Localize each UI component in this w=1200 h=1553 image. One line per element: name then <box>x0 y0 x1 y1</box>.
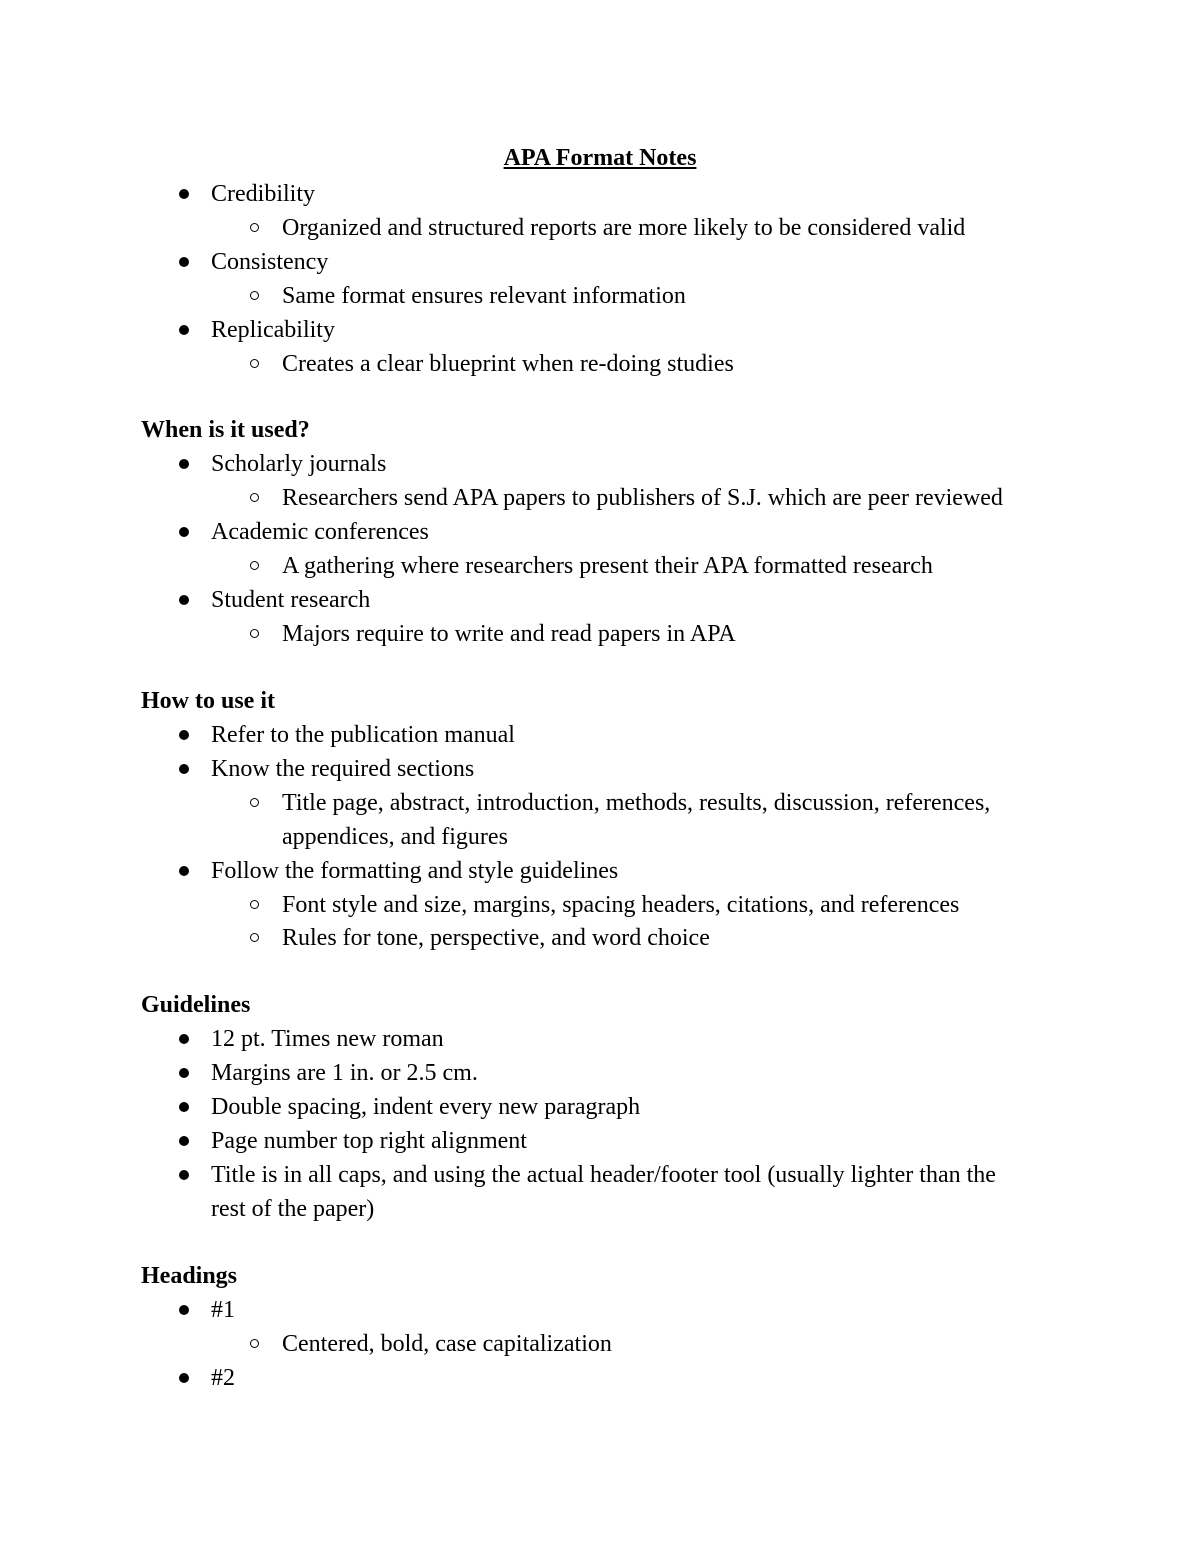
list-item: Title is in all caps, and using the actual header/footer tool (usually lighter than the <box>211 1162 996 1188</box>
bullet-icon <box>179 1373 189 1383</box>
sub-list-item: Same format ensures relevant information <box>282 283 686 309</box>
bullet-icon <box>179 257 189 267</box>
list-item: Academic conferences <box>211 519 429 545</box>
sub-list-item: Title page, abstract, introduction, methods, results, discussion, references, <box>282 790 991 816</box>
bullet-icon <box>179 189 189 199</box>
list-item: Credibility <box>211 181 315 207</box>
section-heading-when-used: When is it used? <box>141 417 310 443</box>
bullet-icon <box>179 595 189 605</box>
bullet-icon <box>179 459 189 469</box>
hollow-bullet-icon <box>250 223 259 232</box>
list-item: 12 pt. Times new roman <box>211 1026 444 1052</box>
bullet-icon <box>179 1068 189 1078</box>
bullet-icon <box>179 325 189 335</box>
sub-list-item: Font style and size, margins, spacing headers, citations, and references <box>282 892 960 918</box>
hollow-bullet-icon <box>250 359 259 368</box>
bullet-icon <box>179 866 189 876</box>
list-item: Refer to the publication manual <box>211 722 515 748</box>
sub-list-item-continuation: appendices, and figures <box>282 824 508 850</box>
hollow-bullet-icon <box>250 629 259 638</box>
bullet-icon <box>179 764 189 774</box>
bullet-icon <box>179 1170 189 1180</box>
list-item: Consistency <box>211 249 329 275</box>
list-item: Page number top right alignment <box>211 1128 527 1154</box>
sub-list-item: A gathering where researchers present their APA formatted research <box>282 553 933 579</box>
hollow-bullet-icon <box>250 798 259 807</box>
list-item: Scholarly journals <box>211 451 387 477</box>
hollow-bullet-icon <box>250 291 259 300</box>
list-item: Margins are 1 in. or 2.5 cm. <box>211 1060 478 1086</box>
section-heading-guidelines: Guidelines <box>141 992 251 1018</box>
list-item-continuation: rest of the paper) <box>211 1196 375 1222</box>
list-item: Know the required sections <box>211 756 475 782</box>
sub-list-item: Centered, bold, case capitalization <box>282 1331 612 1357</box>
hollow-bullet-icon <box>250 493 259 502</box>
sub-list-item: Majors require to write and read papers in APA <box>282 621 736 647</box>
hollow-bullet-icon <box>250 900 259 909</box>
bullet-icon <box>179 1034 189 1044</box>
hollow-bullet-icon <box>250 933 259 942</box>
section-heading-headings: Headings <box>141 1263 238 1289</box>
hollow-bullet-icon <box>250 1339 259 1348</box>
sub-list-item: Creates a clear blueprint when re-doing studies <box>282 351 734 377</box>
list-item: Double spacing, indent every new paragraph <box>211 1094 641 1120</box>
bullet-icon <box>179 730 189 740</box>
bullet-icon <box>179 1102 189 1112</box>
list-item: Follow the formatting and style guidelines <box>211 858 619 884</box>
bullet-icon <box>179 1136 189 1146</box>
list-item: #1 <box>211 1297 235 1323</box>
hollow-bullet-icon <box>250 561 259 570</box>
bullet-icon <box>179 1305 189 1315</box>
sub-list-item: Researchers send APA papers to publishers of S.J. which are peer reviewed <box>282 485 1003 511</box>
sub-list-item: Organized and structured reports are more likely to be considered valid <box>282 215 966 241</box>
list-item: Student research <box>211 587 371 613</box>
page-title: APA Format Notes <box>503 145 697 171</box>
list-item: Replicability <box>211 317 335 343</box>
section-heading-how-to-use: How to use it <box>141 688 275 714</box>
bullet-icon <box>179 527 189 537</box>
list-item: #2 <box>211 1365 235 1391</box>
sub-list-item: Rules for tone, perspective, and word choice <box>282 925 710 951</box>
